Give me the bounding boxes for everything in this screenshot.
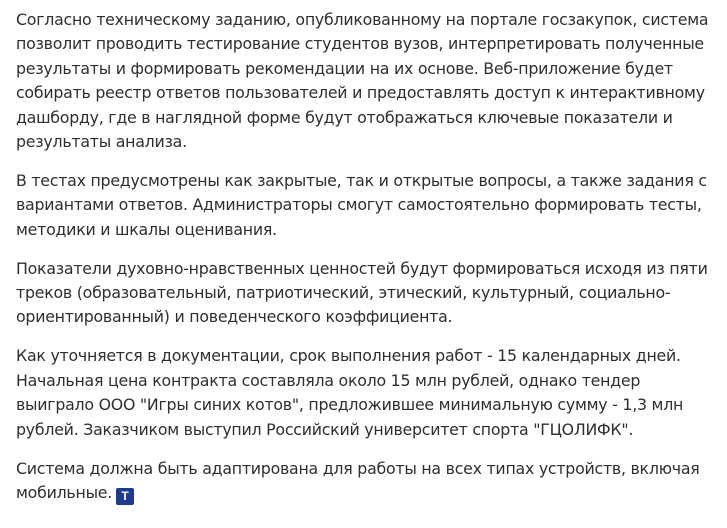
paragraph-device-support-text: Система должна быть адаптирована для работы на всех типах устройств, включая мобильные.: [16, 458, 700, 502]
paragraph-value-indicators: Показатели духовно-нравственных ценностей будут формироваться исходя из пяти треков (образовательный, патриотический, этический, культурный, социально-ориентированный) и поведенческого коэффициента.: [16, 258, 708, 327]
paragraph-device-support: [16, 457, 722, 506]
paragraph-testing-system: Согласно техническому заданию, опубликованному на портале госзакупок, система позволит проводить тестирование студентов вузов, интерпретировать полученные результаты и формировать рекомендации на их основе. Веб-приложение будет собирать реестр ответов пользователей и предоставлять доступ к интерактивному дашборду, где в наглядной форме будут отображаться ключевые показатели и результаты анализа.: [16, 10, 709, 152]
paragraph-contract-details: Как уточняется в документации, срок выполнения работ - 15 календарных дней. Начальная цена контракта составляла около 15 млн рублей, однако тендер выиграло ООО "Игры синих котов", предложившее минимальную сумму - 1,3 млн рублей. Заказчиком выступил Российский университет спорта "ГЦОЛИФК".: [16, 346, 684, 439]
t-letter-badge-icon[interactable]: T: [116, 488, 134, 505]
paragraph-test-types: В тестах предусмотрены как закрытые, так и открытые вопросы, а также задания с вариантами ответов. Администраторы смогут самостоятельно формировать тесты, методики и шкалы оценивания.: [16, 170, 707, 239]
article-body: [16, 8, 722, 520]
